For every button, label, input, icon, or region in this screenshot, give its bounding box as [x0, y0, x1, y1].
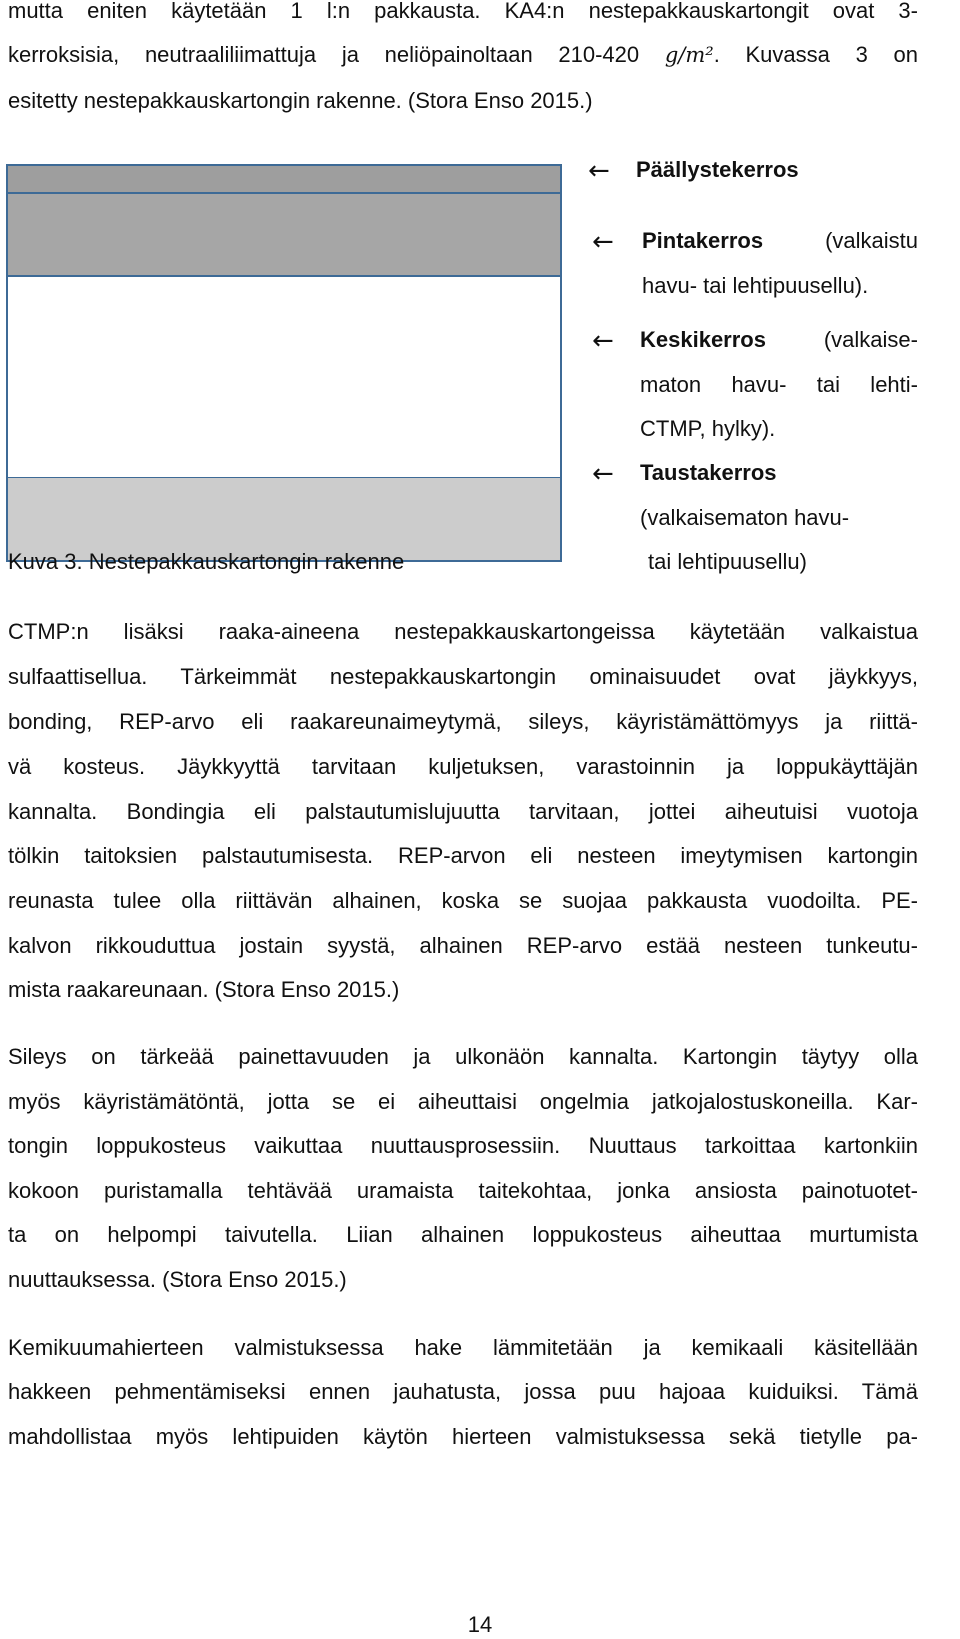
paragraph-line: mahdollistaa myös lehtipuiden käytön hierteen valmistuksessa sekä tietylle pa-: [8, 1424, 918, 1449]
paragraph-line: kannalta. Bondingia eli palstautumislujuutta tarvitaan, jottei aiheutuisi vuotoja: [8, 799, 918, 824]
paragraph-line: reunasta tulee olla riittävän alhainen, koska se suojaa pakkausta vuodoilta. PE-: [8, 888, 918, 913]
coating-layer: [6, 164, 562, 194]
intro-line-3: esitetty nestepakkauskartongin rakenne. (Stora Enso 2015.): [8, 88, 593, 113]
paragraph-line: CTMP:n lisäksi raaka-aineena nestepakkauskartongeissa käytetään valkaistua: [8, 619, 918, 644]
paragraph-line: Kemikuumahierteen valmistuksessa hake lämmitetään ja kemikaali käsitellään: [8, 1335, 918, 1360]
page-number: 14: [467, 1612, 493, 1637]
intro-line-2-text: kerroksisia, neutraaliliimattuja ja neliöpainoltaan 210-420: [8, 42, 640, 67]
back-title: Taustakerros: [640, 460, 777, 485]
unit-formula: g/m²: [664, 43, 714, 67]
surface-desc-2: havu- tai lehtipuusellu).: [642, 273, 869, 298]
paragraph-line: mista raakareunaan. (Stora Enso 2015.): [8, 977, 400, 1002]
paragraph-line: tongin loppukosteus vaikuttaa nuuttausprosessiin. Nuuttaus tarkoittaa kartonkiin: [8, 1133, 918, 1158]
paragraph-line: hakkeen pehmentämiseksi ennen jauhatusta, jossa puu hajoaa kuiduiksi. Tämä: [8, 1379, 918, 1404]
paragraph-line: kokoon puristamalla tehtävää uramaista taitekohtaa, jonka ansiosta painotuotet-: [8, 1178, 918, 1203]
figure-caption: Kuva 3. Nestepakkauskartongin rakenne: [8, 549, 405, 574]
arrow-left-icon: ←: [592, 459, 614, 489]
intro-line-1: mutta eniten käytetään 1 l:n pakkausta. KA4:n nestepakkauskartongit ovat 3-: [8, 0, 918, 23]
surface-desc-1: (valkaistu: [825, 228, 918, 253]
paragraph-line: bonding, REP-arvo eli raakareunaimeytymä, sileys, käyristämättömyys ja riittä-: [8, 709, 918, 734]
middle-title: Keskikerros: [640, 327, 766, 352]
back-desc-1: (valkaisematon havu-: [640, 505, 850, 530]
paragraph-line: Sileys on tärkeää painettavuuden ja ulkonäön kannalta. Kartongin täytyy olla: [8, 1044, 918, 1069]
board-structure-figure: [0, 0, 960, 600]
surface-label: [642, 226, 918, 256]
paragraph-line: vä kosteus. Jäykkyyttä tarvitaan kuljetuksen, varastoinnin ja loppukäyttäjän: [8, 754, 918, 779]
coating-label: Päällystekerros: [636, 157, 799, 182]
intro-line-2-tail: . Kuvassa 3 on: [713, 42, 918, 67]
middle-desc-3: CTMP, hylky).: [640, 416, 776, 441]
arrow-left-icon: ←: [592, 227, 614, 257]
middle-layer: [6, 276, 562, 478]
middle-desc-1: (valkaise-: [823, 327, 918, 352]
middle-desc-2: maton havu- tai lehti-: [640, 372, 918, 397]
arrow-left-icon: ←: [592, 326, 614, 356]
paragraph-line: kalvon rikkouduttua jostain syystä, alhainen REP-arvo estää nesteen tunkeutu-: [8, 933, 918, 958]
paragraph-line: ta on helpompi taivutella. Liian alhainen loppukosteus aiheuttaa murtumista: [8, 1222, 918, 1247]
surface-layer: [6, 193, 562, 277]
paragraph-line: tölkin taitoksien palstautumisesta. REP-arvon eli nesteen imeytymisen kartongin: [8, 843, 918, 868]
arrow-left-icon: ←: [588, 156, 610, 186]
back-desc-2: tai lehtipuusellu): [648, 549, 807, 574]
paragraph-line: myös käyristämätöntä, jotta se ei aiheuttaisi ongelmia jatkojalostuskoneilla. Kar-: [8, 1089, 918, 1114]
surface-title: Pintakerros: [642, 228, 764, 253]
paragraph-line: sulfaattisellua. Tärkeimmät nestepakkauskartongin ominaisuudet ovat jäykkyys,: [8, 664, 918, 689]
paragraph-line: nuuttauksessa. (Stora Enso 2015.): [8, 1267, 347, 1292]
middle-label: [640, 325, 918, 355]
